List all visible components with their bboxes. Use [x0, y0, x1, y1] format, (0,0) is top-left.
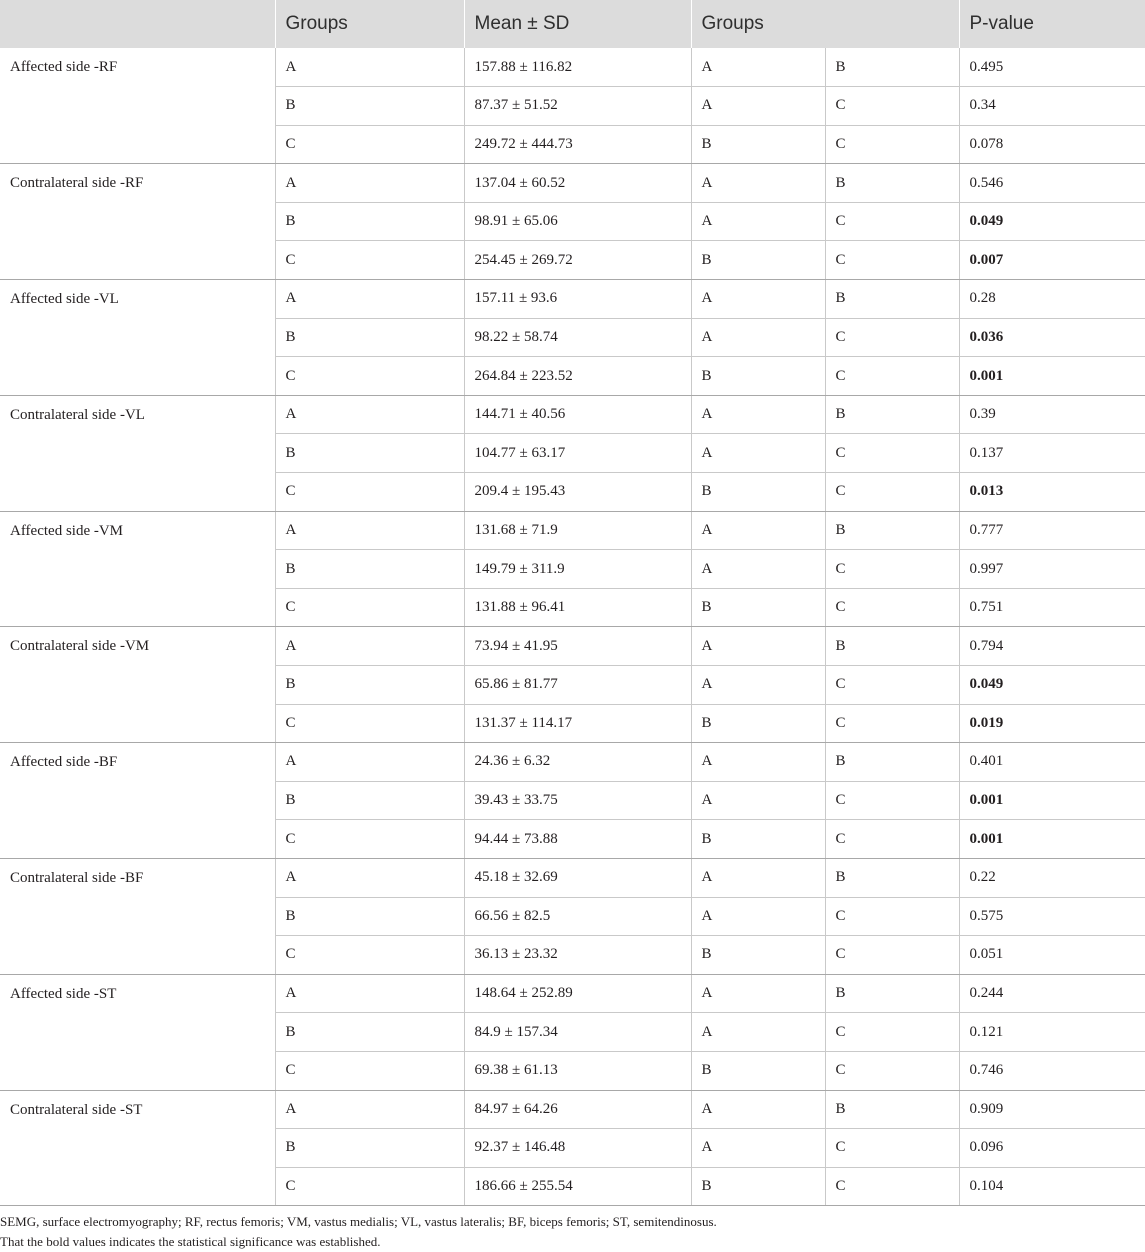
- group-cell: B: [275, 318, 464, 357]
- muscle-label: Contralateral side -RF: [0, 164, 275, 280]
- mean-sd-cell: 131.68 ± 71.9: [464, 511, 691, 550]
- comparison-group-1-cell: A: [691, 1129, 825, 1168]
- p-value-cell: 0.794: [959, 627, 1145, 666]
- group-cell: A: [275, 280, 464, 319]
- mean-sd-cell: 24.36 ± 6.32: [464, 743, 691, 782]
- p-value-cell: 0.104: [959, 1167, 1145, 1206]
- mean-sd-cell: 84.97 ± 64.26: [464, 1090, 691, 1129]
- comparison-group-2-cell: C: [825, 1167, 959, 1206]
- p-value-cell: 0.013: [959, 473, 1145, 512]
- group-cell: A: [275, 974, 464, 1013]
- table-body: [0, 48, 1145, 1206]
- table-row: [0, 627, 1145, 666]
- comparison-group-1-cell: A: [691, 743, 825, 782]
- comparison-group-1-cell: B: [691, 936, 825, 975]
- mean-sd-cell: 209.4 ± 195.43: [464, 473, 691, 512]
- group-cell: C: [275, 1167, 464, 1206]
- group-cell: C: [275, 820, 464, 859]
- mean-sd-cell: 254.45 ± 269.72: [464, 241, 691, 280]
- mean-sd-cell: 69.38 ± 61.13: [464, 1051, 691, 1090]
- comparison-group-2-cell: B: [825, 164, 959, 203]
- comparison-group-1-cell: A: [691, 87, 825, 126]
- muscle-label: Contralateral side -BF: [0, 858, 275, 974]
- comparison-group-2-cell: C: [825, 820, 959, 859]
- comparison-group-2-cell: C: [825, 936, 959, 975]
- comparison-group-1-cell: B: [691, 1167, 825, 1206]
- comparison-group-2-cell: C: [825, 357, 959, 396]
- mean-sd-cell: 36.13 ± 23.32: [464, 936, 691, 975]
- muscle-label: Contralateral side -VL: [0, 395, 275, 511]
- mean-sd-cell: 66.56 ± 82.5: [464, 897, 691, 936]
- group-cell: C: [275, 936, 464, 975]
- muscle-label: Affected side -BF: [0, 743, 275, 859]
- comparison-group-2-cell: C: [825, 473, 959, 512]
- p-value-cell: 0.121: [959, 1013, 1145, 1052]
- comparison-group-1-cell: B: [691, 125, 825, 164]
- group-cell: B: [275, 897, 464, 936]
- table-row: [0, 974, 1145, 1013]
- comparison-group-1-cell: B: [691, 704, 825, 743]
- group-cell: C: [275, 588, 464, 627]
- group-cell: B: [275, 666, 464, 705]
- comparison-group-2-cell: B: [825, 743, 959, 782]
- group-cell: C: [275, 357, 464, 396]
- comparison-group-1-cell: A: [691, 511, 825, 550]
- comparison-group-2-cell: B: [825, 858, 959, 897]
- comparison-group-1-cell: B: [691, 1051, 825, 1090]
- comparison-group-1-cell: A: [691, 395, 825, 434]
- comparison-group-2-cell: C: [825, 1129, 959, 1168]
- table-row: [0, 511, 1145, 550]
- comparison-group-2-cell: B: [825, 511, 959, 550]
- comparison-group-1-cell: A: [691, 781, 825, 820]
- comparison-group-1-cell: A: [691, 280, 825, 319]
- mean-sd-cell: 131.88 ± 96.41: [464, 588, 691, 627]
- mean-sd-cell: 65.86 ± 81.77: [464, 666, 691, 705]
- comparison-group-2-cell: B: [825, 627, 959, 666]
- p-value-cell: 0.28: [959, 280, 1145, 319]
- p-value-cell: 0.909: [959, 1090, 1145, 1129]
- p-value-cell: 0.137: [959, 434, 1145, 473]
- mean-sd-cell: 149.79 ± 311.9: [464, 550, 691, 589]
- mean-sd-cell: 94.44 ± 73.88: [464, 820, 691, 859]
- comparison-group-2-cell: C: [825, 202, 959, 241]
- group-cell: C: [275, 704, 464, 743]
- group-cell: C: [275, 1051, 464, 1090]
- table-header: [0, 0, 1145, 48]
- p-value-cell: 0.036: [959, 318, 1145, 357]
- table-row: [0, 164, 1145, 203]
- group-cell: A: [275, 48, 464, 87]
- comparison-group-1-cell: A: [691, 858, 825, 897]
- mean-sd-cell: 92.37 ± 146.48: [464, 1129, 691, 1168]
- table-row: [0, 280, 1145, 319]
- p-value-cell: 0.078: [959, 125, 1145, 164]
- muscle-label: Contralateral side -ST: [0, 1090, 275, 1206]
- mean-sd-cell: 157.88 ± 116.82: [464, 48, 691, 87]
- mean-sd-cell: 137.04 ± 60.52: [464, 164, 691, 203]
- comparison-group-1-cell: B: [691, 820, 825, 859]
- muscle-label: Affected side -RF: [0, 48, 275, 164]
- muscle-label: Contralateral side -VM: [0, 627, 275, 743]
- mean-sd-cell: 157.11 ± 93.6: [464, 280, 691, 319]
- comparison-group-2-cell: C: [825, 666, 959, 705]
- p-value-cell: 0.001: [959, 820, 1145, 859]
- comparison-group-2-cell: C: [825, 550, 959, 589]
- comparison-group-2-cell: C: [825, 87, 959, 126]
- comparison-group-2-cell: C: [825, 588, 959, 627]
- comparison-group-2-cell: C: [825, 318, 959, 357]
- group-cell: A: [275, 1090, 464, 1129]
- comparison-group-1-cell: A: [691, 202, 825, 241]
- comparison-group-1-cell: B: [691, 473, 825, 512]
- mean-sd-cell: 131.37 ± 114.17: [464, 704, 691, 743]
- p-value-cell: 0.746: [959, 1051, 1145, 1090]
- footnotes: [0, 1206, 1145, 1252]
- p-value-cell: 0.34: [959, 87, 1145, 126]
- header-p-value: P-value: [959, 0, 1145, 48]
- p-value-cell: 0.096: [959, 1129, 1145, 1168]
- comparison-group-2-cell: B: [825, 974, 959, 1013]
- comparison-group-1-cell: A: [691, 666, 825, 705]
- group-cell: B: [275, 1013, 464, 1052]
- comparison-group-2-cell: C: [825, 434, 959, 473]
- comparison-group-2-cell: C: [825, 1013, 959, 1052]
- comparison-group-2-cell: C: [825, 125, 959, 164]
- p-value-cell: 0.049: [959, 666, 1145, 705]
- group-cell: B: [275, 1129, 464, 1168]
- comparison-group-1-cell: B: [691, 241, 825, 280]
- mean-sd-cell: 87.37 ± 51.52: [464, 87, 691, 126]
- group-cell: C: [275, 473, 464, 512]
- p-value-cell: 0.049: [959, 202, 1145, 241]
- comparison-group-1-cell: A: [691, 48, 825, 87]
- group-cell: B: [275, 202, 464, 241]
- footnote-significance: That the bold values indicates the statistical significance was established.: [0, 1234, 381, 1250]
- p-value-cell: 0.777: [959, 511, 1145, 550]
- group-cell: C: [275, 241, 464, 280]
- comparison-group-2-cell: B: [825, 1090, 959, 1129]
- group-cell: A: [275, 627, 464, 666]
- mean-sd-cell: 98.91 ± 65.06: [464, 202, 691, 241]
- comparison-group-1-cell: A: [691, 974, 825, 1013]
- comparison-group-2-cell: C: [825, 704, 959, 743]
- mean-sd-cell: 84.9 ± 157.34: [464, 1013, 691, 1052]
- comparison-group-1-cell: B: [691, 588, 825, 627]
- table-row: [0, 858, 1145, 897]
- header-groups: Groups: [275, 0, 464, 48]
- comparison-group-2-cell: C: [825, 241, 959, 280]
- p-value-cell: 0.22: [959, 858, 1145, 897]
- table-row: [0, 395, 1145, 434]
- comparison-group-2-cell: B: [825, 280, 959, 319]
- comparison-group-2-cell: C: [825, 897, 959, 936]
- p-value-cell: 0.244: [959, 974, 1145, 1013]
- p-value-cell: 0.007: [959, 241, 1145, 280]
- group-cell: A: [275, 858, 464, 897]
- group-cell: B: [275, 781, 464, 820]
- group-cell: B: [275, 550, 464, 589]
- p-value-cell: 0.495: [959, 48, 1145, 87]
- group-cell: A: [275, 743, 464, 782]
- group-cell: B: [275, 434, 464, 473]
- comparison-group-1-cell: B: [691, 357, 825, 396]
- p-value-cell: 0.019: [959, 704, 1145, 743]
- comparison-group-1-cell: A: [691, 627, 825, 666]
- mean-sd-cell: 144.71 ± 40.56: [464, 395, 691, 434]
- mean-sd-cell: 186.66 ± 255.54: [464, 1167, 691, 1206]
- group-cell: A: [275, 511, 464, 550]
- group-cell: A: [275, 395, 464, 434]
- header-groups-comparison: Groups: [691, 0, 959, 48]
- p-value-cell: 0.751: [959, 588, 1145, 627]
- comparison-group-1-cell: A: [691, 897, 825, 936]
- comparison-group-1-cell: A: [691, 318, 825, 357]
- mean-sd-cell: 73.94 ± 41.95: [464, 627, 691, 666]
- header-row: [0, 0, 1145, 48]
- comparison-group-2-cell: C: [825, 1051, 959, 1090]
- comparison-group-2-cell: B: [825, 48, 959, 87]
- p-value-cell: 0.39: [959, 395, 1145, 434]
- mean-sd-cell: 264.84 ± 223.52: [464, 357, 691, 396]
- comparison-group-2-cell: B: [825, 395, 959, 434]
- p-value-cell: 0.001: [959, 781, 1145, 820]
- group-cell: A: [275, 164, 464, 203]
- table-row: [0, 1090, 1145, 1129]
- p-value-cell: 0.546: [959, 164, 1145, 203]
- table-row: [0, 48, 1145, 87]
- mean-sd-cell: 98.22 ± 58.74: [464, 318, 691, 357]
- muscle-label: Affected side -VM: [0, 511, 275, 627]
- footnote-abbreviations: SEMG, surface electromyography; RF, rectus femoris; VM, vastus medialis; VL, vastus lateralis; BF, biceps femoris; ST, semitendinosus.: [0, 1214, 717, 1230]
- comparison-group-1-cell: A: [691, 164, 825, 203]
- p-value-cell: 0.401: [959, 743, 1145, 782]
- muscle-label: Affected side -VL: [0, 280, 275, 396]
- mean-sd-cell: 45.18 ± 32.69: [464, 858, 691, 897]
- group-cell: B: [275, 87, 464, 126]
- p-value-cell: 0.575: [959, 897, 1145, 936]
- comparison-group-1-cell: A: [691, 550, 825, 589]
- comparison-group-2-cell: C: [825, 781, 959, 820]
- muscle-label: Affected side -ST: [0, 974, 275, 1090]
- p-value-cell: 0.051: [959, 936, 1145, 975]
- header-muscle-blank: [0, 0, 275, 48]
- mean-sd-cell: 249.72 ± 444.73: [464, 125, 691, 164]
- mean-sd-cell: 148.64 ± 252.89: [464, 974, 691, 1013]
- mean-sd-cell: 39.43 ± 33.75: [464, 781, 691, 820]
- p-value-cell: 0.001: [959, 357, 1145, 396]
- mean-sd-cell: 104.77 ± 63.17: [464, 434, 691, 473]
- comparison-group-1-cell: A: [691, 434, 825, 473]
- p-value-cell: 0.997: [959, 550, 1145, 589]
- group-cell: C: [275, 125, 464, 164]
- header-mean-sd: Mean ± SD: [464, 0, 691, 48]
- comparison-group-1-cell: A: [691, 1013, 825, 1052]
- comparison-group-1-cell: A: [691, 1090, 825, 1129]
- table-row: [0, 743, 1145, 782]
